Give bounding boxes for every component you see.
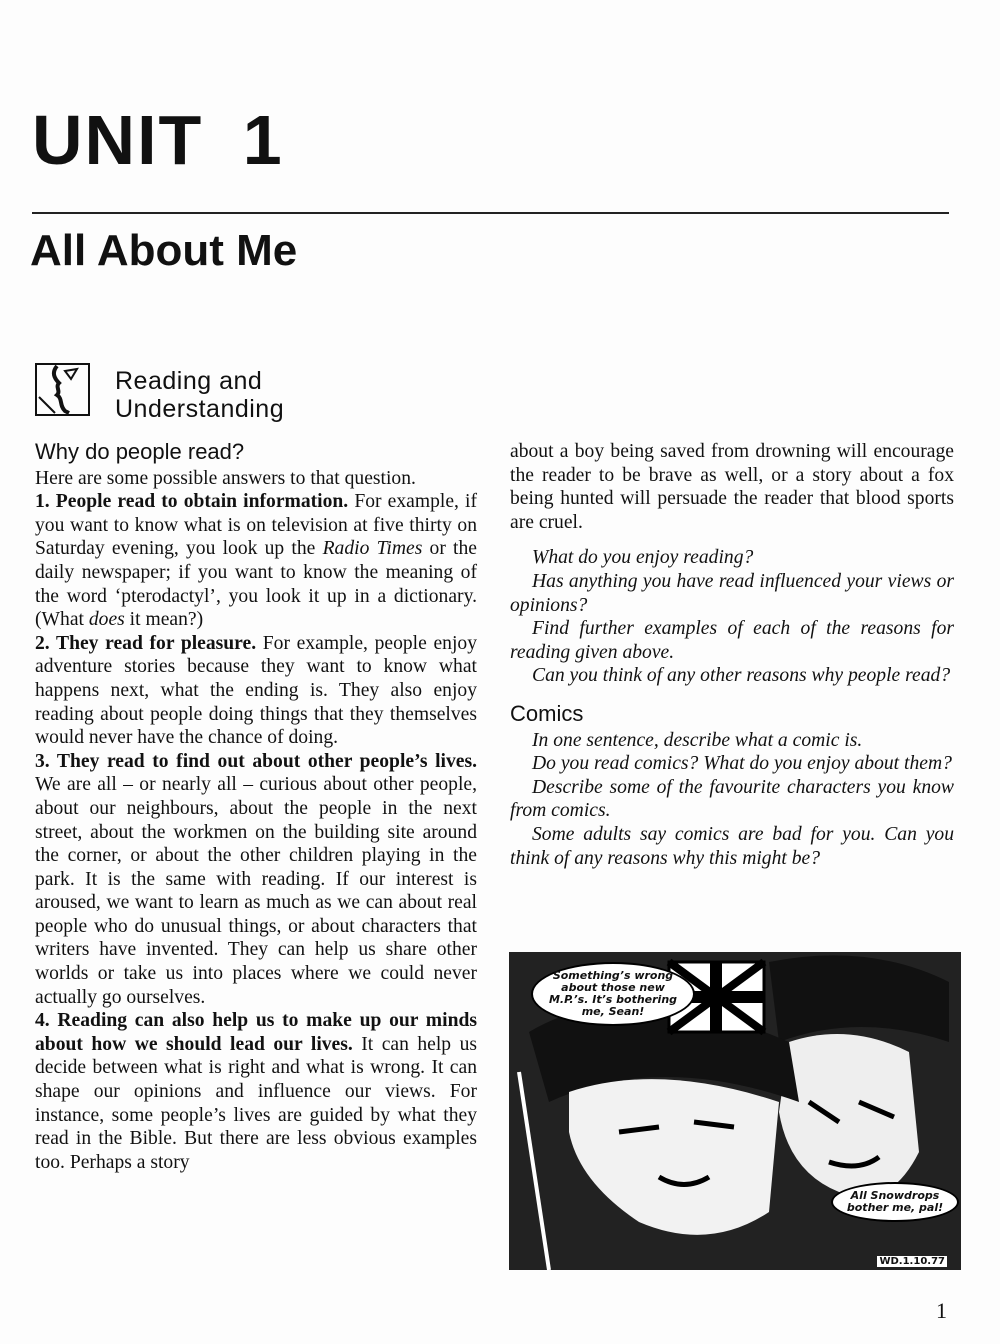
section-heading-line1: Reading and <box>115 367 263 395</box>
page-number: 1 <box>936 1298 947 1323</box>
text: It can help us decide between what is right and what is wrong. It can shape our opinions and influence our views. For instance, some people’s lives are guided by what they read in the Bible. But there are less obvious examples too. Perhaps a story <box>35 1033 477 1173</box>
intro-paragraph: Here are some possible answers to that question. <box>35 467 416 489</box>
question: Can you think of any other reasons why people read? <box>532 665 951 687</box>
text: For example, people enjoy adventure stories because they want to know what happens next, what the ending is. They also enjoy reading about people doing things that they themselves would never have the chance of doing. <box>35 632 477 749</box>
question: What do you enjoy reading? <box>532 547 754 569</box>
left-column <box>35 440 477 1174</box>
text: Radio Times <box>322 538 423 560</box>
reason-1-title: 1. People read to obtain information. <box>35 491 349 513</box>
continued-paragraph: about a boy being saved from drowning will encourage the reader to be brave as well, or a story about a fox being hunted will persuade the reader that blood sports are cruel. <box>510 441 954 533</box>
reason-2 <box>35 632 477 750</box>
question: Describe some of the favourite characters you know from comics. <box>510 776 954 822</box>
section-heading-line2: Understanding <box>115 395 285 423</box>
section-heading <box>115 367 284 423</box>
speech-bubble-1: Something’s wrong about those new M.P.’s. It’s bothering me, Sean! <box>531 962 695 1026</box>
question: Find further examples of each of the reasons for reading given above. <box>510 618 954 663</box>
text: We are all – or nearly all – curious about other people, about our neighbours, about the people in the next street, about the workmen on the building site around the corner, or about the other children playing in the park. It is the same with reading. If our interest is aroused, we want to learn as much as we can about real people who do unusual things, or about characters that writers have invented. They can help us share other worlds or take us into places where we could never actually go ourselves. <box>35 774 477 1008</box>
reason-2-title: 2. They read for pleasure. <box>35 632 257 654</box>
reason-3 <box>35 750 477 1010</box>
reading-face-icon <box>35 363 90 416</box>
question: Some adults say comics are bad for you. Can you think of any reasons why this might be? <box>510 823 954 869</box>
reason-4-title: 4. Reading can also help us to make up our minds about how we should lead our lives. <box>35 1010 477 1055</box>
text: For example, if you want to know what is on television at five thirty on Saturday evening, you look up the <box>35 491 477 560</box>
unit-heading: UNIT 1 <box>32 101 284 179</box>
subheading-comics: Comics <box>510 700 584 726</box>
divider <box>32 212 949 214</box>
unit-title: All About Me <box>30 226 298 275</box>
reason-4 <box>35 1009 477 1174</box>
question: Do you read comics? What do you enjoy about them? <box>532 753 952 775</box>
speech-bubble-2: All Snowdrops bother me, pal! <box>831 1182 959 1222</box>
comic-reference: WD.1.10.77 <box>879 1256 945 1267</box>
text: or the daily newspaper; if you want to know the meaning of the word ‘pterodactyl’, you look it up in a dictionary. (What <box>35 538 477 631</box>
question: Has anything you have read influenced your views or opinions? <box>510 570 954 616</box>
question: In one sentence, describe what a comic is. <box>532 729 863 751</box>
right-column <box>510 440 954 870</box>
reason-1 <box>35 490 477 632</box>
text: it mean?) <box>124 609 204 631</box>
subheading-why-read: Why do people read? <box>35 439 245 464</box>
text: does <box>88 609 125 631</box>
comic-panel <box>509 952 961 1270</box>
reason-3-title: 3. They read to find out about other people’s lives. <box>35 750 477 772</box>
